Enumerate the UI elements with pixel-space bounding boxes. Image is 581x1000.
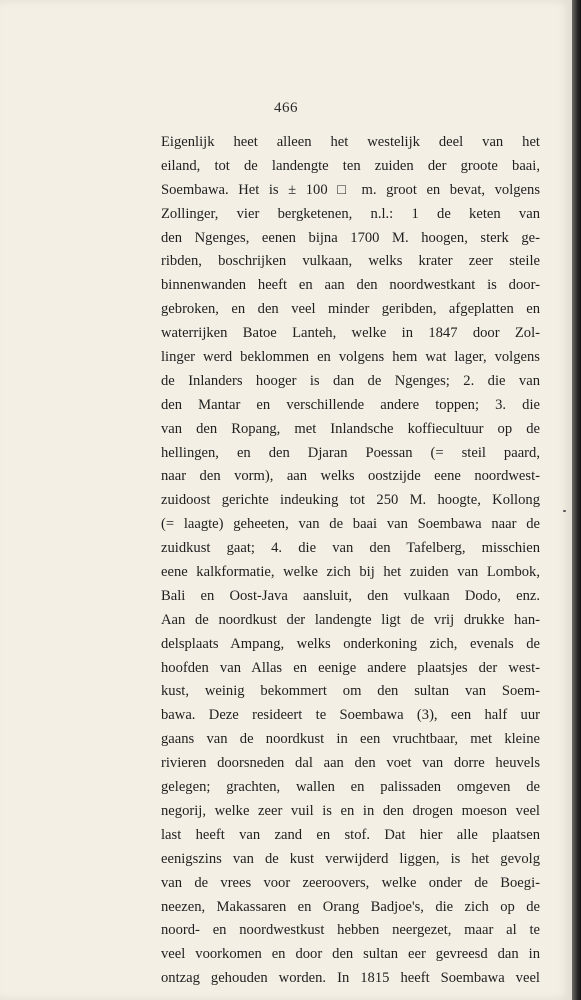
text-line: Soembawa. Het is ± 100 □ m. groot en bevat, volgens [161, 181, 540, 198]
text-line: delsplaats Ampang, welks onderkoning zich, evenals de [161, 635, 540, 652]
text-line: binnenwanden heeft en aan den noordwestkant is door- [161, 277, 540, 294]
ink-speck [563, 510, 566, 512]
text-line: zuidkust gaat; 4. die van den Tafelberg, misschien [161, 540, 540, 557]
text-line: ribden, boschrijken vulkaan, welks krater zeer steile [161, 253, 540, 270]
text-line: kust, weinig bekommert om den sultan van Soem- [161, 683, 540, 700]
text-line: eenigszins van de kust verwijderd liggen, is het gevolg [161, 850, 540, 867]
text-line: ontzag gehouden worden. In 1815 heeft Soembawa veel [161, 970, 540, 987]
text-line: Eigenlijk heet alleen het westelijk deel van het [161, 134, 540, 150]
text-line: hellingen, en den Djaran Poessan (= steil paard, [161, 444, 540, 461]
text-line: van den Ropang, met Inlandsche koffiecultuur op de [161, 420, 540, 437]
text-line: eiland, tot de landengte ten zuiden der groote baai, [161, 157, 540, 174]
page-number: 466 [274, 100, 298, 116]
text-line: hoofden van Allas en eenige andere plaatsjes der west- [161, 659, 540, 676]
body-text [161, 131, 540, 991]
page-edge [572, 0, 581, 1000]
text-line: noord- en noordwestkust hebben neergezet, maar al te [161, 922, 540, 939]
text-line: zuidoost gerichte indeuking tot 250 M. hoogte, Kollong [161, 492, 540, 509]
text-line: last heeft van zand en stof. Dat hier alle plaatsen [161, 826, 540, 843]
text-line: gaans van de noordkust in een vruchtbaar, met kleine [161, 731, 540, 748]
text-line: den Mantar en verschillende andere toppen; 3. die [161, 396, 540, 413]
text-line: gelegen; grachten, wallen en palissaden omgeven de [161, 779, 540, 796]
text-line: Zollinger, vier bergketenen, n.l.: 1 de keten van [161, 205, 540, 222]
text-line: van de vrees voor zeeroovers, welke onder de Boegi- [161, 874, 540, 891]
text-line: naar den vorm), aan welks oostzijde eene noordwest- [161, 468, 540, 485]
text-line: eene kalkformatie, welke zich bij het zuiden van Lombok, [161, 564, 540, 581]
text-line: Aan de noordkust der landengte ligt de vrij drukke han- [161, 611, 540, 628]
text-line: linger werd beklommen en volgens hem wat lager, volgens [161, 349, 540, 366]
text-line: de Inlanders hooger is dan de Ngenges; 2. die van [161, 372, 540, 389]
text-line: neezen, Makassaren en Orang Badjoe's, die zich op de [161, 898, 540, 915]
text-line: (= laagte) geheeten, van de baai van Soembawa naar de [161, 516, 540, 533]
text-line: waterrijken Batoe Lanteh, welke in 1847 door Zol- [161, 325, 540, 342]
text-line: veel voorkomen en door den sultan eer gevreesd dan in [161, 946, 540, 963]
text-line: bawa. Deze resideert te Soembawa (3), een half uur [161, 707, 540, 724]
text-line: gebroken, en den veel minder geribden, afgeplatten en [161, 301, 540, 318]
text-line: den Ngenges, eenen bijna 1700 M. hoogen, sterk ge- [161, 229, 540, 246]
text-line: Bali en Oost-Java aansluit, den vulkaan Dodo, enz. [161, 587, 540, 604]
text-line: negorij, welke zeer vuil is en in den drogen moeson veel [161, 802, 540, 819]
text-line: rivieren doorsneden dal aan den voet van dorre heuvels [161, 755, 540, 772]
